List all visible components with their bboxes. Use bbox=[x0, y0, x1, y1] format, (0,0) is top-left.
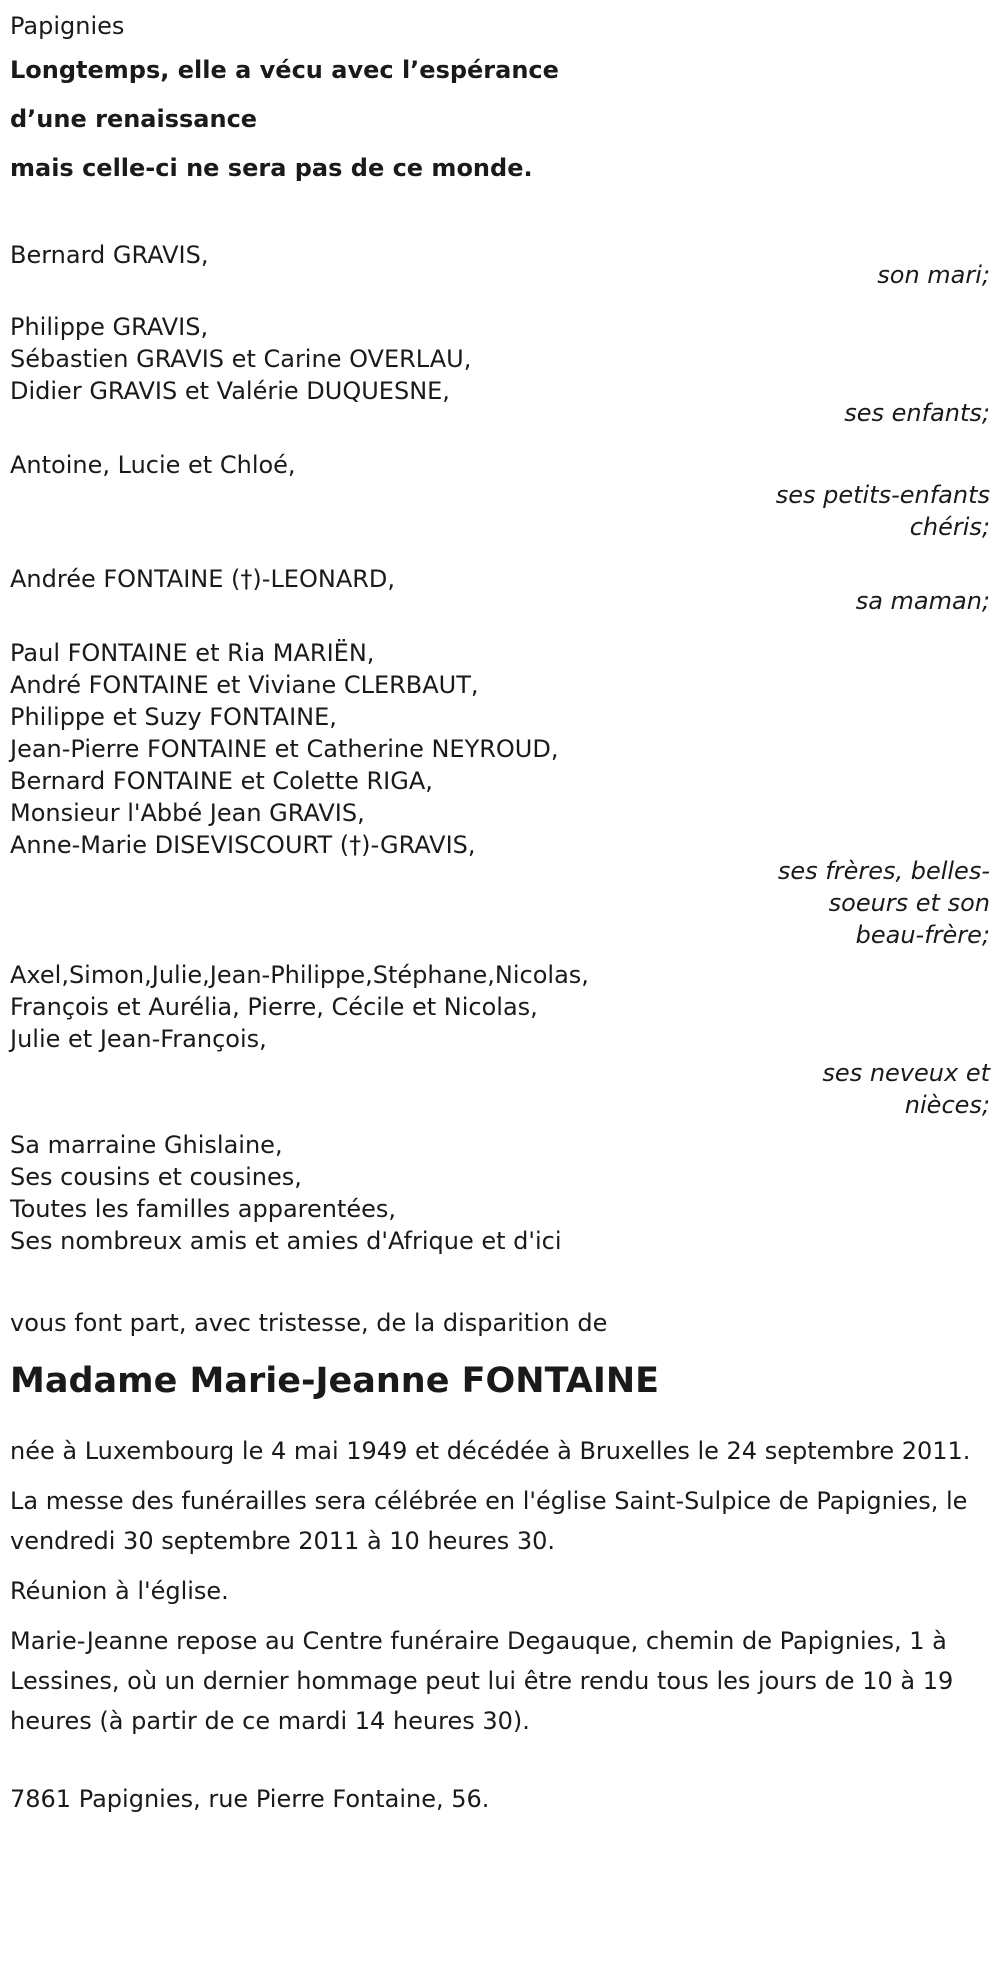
relation-label: ses enfants; bbox=[844, 399, 990, 427]
family-group-nephews bbox=[10, 955, 990, 1125]
visitation-paragraph: Marie-Jeanne repose au Centre funéraire Degauque, chemin de Papignies, 1 à Lessines, où un dernier hommage peut lui être rendu tous les jours de 10 à 19 heures (à partir de ce mardi 14 heures 30). bbox=[10, 1627, 954, 1735]
family-member: Ses cousins et cousines, bbox=[10, 1163, 302, 1191]
relation-label: ses frères, belles- bbox=[777, 857, 990, 885]
relation-label: sa maman; bbox=[855, 587, 990, 615]
funeral-mass-paragraph: La messe des funérailles sera célébrée en l'église Saint-Sulpice de Papignies, le vendredi 30 septembre 2011 à 10 heures 30. bbox=[10, 1487, 968, 1555]
obituary-content bbox=[10, 0, 990, 1819]
family-member: Anne-Marie DISEVISCOURT (†)-GRAVIS, bbox=[10, 831, 476, 859]
family-group-children bbox=[10, 307, 990, 433]
family-member: André FONTAINE et Viviane CLERBAUT, bbox=[10, 671, 479, 699]
family-member: Philippe et Suzy FONTAINE, bbox=[10, 703, 337, 731]
gathering-paragraph: Réunion à l'église. bbox=[10, 1577, 229, 1605]
family-member: Jean-Pierre FONTAINE et Catherine NEYROUD, bbox=[10, 735, 559, 763]
family-group-mother bbox=[10, 559, 990, 621]
family-member: Axel,Simon,Julie,Jean-Philippe,Stéphane,Nicolas, bbox=[10, 961, 589, 989]
family-member: Sa marraine Ghislaine, bbox=[10, 1131, 283, 1159]
relation-label: ses neveux et bbox=[822, 1059, 990, 1087]
family-member: Antoine, Lucie et Chloé, bbox=[10, 451, 296, 479]
relation-label: beau-frère; bbox=[855, 921, 990, 949]
relation-label: soeurs et son bbox=[828, 889, 990, 917]
family-member: Philippe GRAVIS, bbox=[10, 313, 209, 341]
announcement-intro: vous font part, avec tristesse, de la disparition de bbox=[10, 1309, 608, 1337]
relation-label: ses petits-enfants bbox=[775, 481, 990, 509]
family-member: Toutes les familles apparentées, bbox=[10, 1195, 397, 1223]
birth-death-paragraph: née à Luxembourg le 4 mai 1949 et décédée à Bruxelles le 24 septembre 2011. bbox=[10, 1437, 971, 1465]
family-member: Sébastien GRAVIS et Carine OVERLAU, bbox=[10, 345, 472, 373]
quote-line: Longtemps, elle a vécu avec l’espérance bbox=[10, 56, 559, 84]
quote-line: mais celle-ci ne sera pas de ce monde. bbox=[10, 154, 533, 182]
family-member: Paul FONTAINE et Ria MARIËN, bbox=[10, 639, 375, 667]
family-group-siblings bbox=[10, 633, 990, 955]
relation-label: chéris; bbox=[909, 513, 990, 541]
family-member: Bernard FONTAINE et Colette RIGA, bbox=[10, 767, 433, 795]
relation-label: son mari; bbox=[877, 261, 990, 289]
quote-line: d’une renaissance bbox=[10, 105, 258, 133]
family-member: Andrée FONTAINE (†)-LEONARD, bbox=[10, 565, 396, 593]
family-member: Julie et Jean-François, bbox=[10, 1025, 267, 1053]
family-member: Didier GRAVIS et Valérie DUQUESNE, bbox=[10, 377, 450, 405]
place-name: Papignies bbox=[10, 12, 125, 40]
family-member: Monsieur l'Abbé Jean GRAVIS, bbox=[10, 799, 365, 827]
family-group-grandchildren bbox=[10, 445, 990, 547]
relation-label: nièces; bbox=[904, 1091, 990, 1119]
family-group-others bbox=[10, 1125, 990, 1261]
address: 7861 Papignies, rue Pierre Fontaine, 56. bbox=[10, 1785, 490, 1813]
family-member: Ses nombreux amis et amies d'Afrique et d'ici bbox=[10, 1227, 562, 1255]
family-member: Bernard GRAVIS, bbox=[10, 241, 209, 269]
deceased-name: Madame Marie-Jeanne FONTAINE bbox=[10, 1361, 660, 1401]
family-member: François et Aurélia, Pierre, Cécile et Nicolas, bbox=[10, 993, 538, 1021]
family-group-husband bbox=[10, 235, 990, 295]
opening-quote bbox=[10, 46, 990, 193]
